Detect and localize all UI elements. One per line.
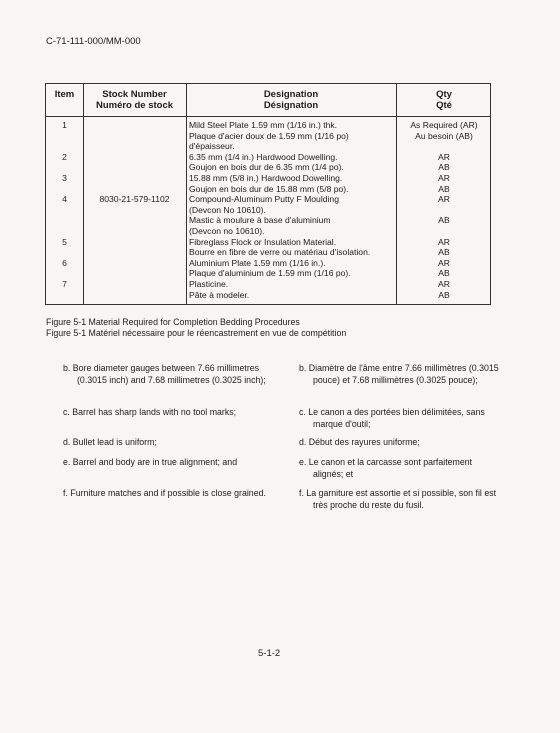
designation-cell: Bourre en fibre de verre ou matériau d'isolation.: [189, 247, 371, 258]
table-body: [46, 120, 490, 300]
header-qty: Qty Qté: [436, 89, 452, 111]
item-cell: 7: [62, 278, 67, 289]
item-cell: 3: [62, 172, 67, 183]
table-row: [46, 215, 490, 226]
designation-cell: d'épaisseur.: [189, 141, 235, 152]
qty-cell: As Required (AR): [410, 120, 478, 130]
table-row: [46, 152, 490, 163]
qty-cell: AR: [438, 151, 450, 162]
table-row: [46, 162, 490, 173]
item-cell: 5: [62, 236, 67, 247]
designation-cell: Plaque d'acier doux de 1.59 mm (1/16 po): [189, 130, 349, 141]
qty-cell: AR: [438, 172, 450, 183]
list-item-fr: c. Le canon a des portées bien délimitées, sans marque d'outil;: [299, 407, 485, 429]
list-item-en: e. Barrel and body are in true alignment; and: [63, 457, 238, 467]
table-row: [46, 247, 490, 258]
list-item-fr: f. La garniture est assortie et si possible, son fil est très proche du reste du fusil.: [299, 488, 497, 510]
table-row: [46, 258, 490, 269]
table-row: [46, 226, 490, 237]
list-item-en: c. Barrel has sharp lands with no tool marks;: [63, 407, 237, 417]
designation-cell: Goujon en bois dur de 15.88 mm (5/8 po).: [189, 183, 349, 194]
table-row: [46, 194, 490, 205]
item-cell: 1: [62, 120, 67, 130]
designation-cell: Compound-Aluminum Putty F Moulding: [189, 194, 339, 205]
list-item-fr: d. Début des rayures uniforme;: [299, 437, 420, 447]
designation-cell: Goujon en bois dur de 6.35 mm (1/4 po).: [189, 162, 344, 173]
table-row: [46, 268, 490, 279]
designation-cell: Pâte à modeler.: [189, 289, 250, 300]
table-row: [46, 290, 490, 301]
list-item-fr: e. Le canon et la carcasse sont parfaitement alignés; et: [299, 457, 473, 479]
list-item-fr: b. Diamètre de l'âme entre 7.66 millimètres (0.3015 pouce) et 7.68 millimètres (0.3025 pouce);: [299, 363, 499, 385]
document-id: C-71-111-000/MM-000: [46, 36, 141, 47]
table-row: [46, 131, 490, 142]
table-row: [46, 173, 490, 184]
item-cell: 4: [62, 194, 67, 205]
item-cell: 6: [62, 257, 67, 268]
qty-cell: AB: [438, 289, 450, 300]
designation-cell: 6.35 mm (1/4 in.) Hardwood Dowelling.: [189, 151, 338, 162]
qty-cell: AB: [438, 162, 450, 173]
stock-number-cell: 8030-21-579-1102: [99, 194, 170, 205]
table-row: [46, 279, 490, 290]
figure-caption-en: Figure 5-1 Material Required for Completion Bedding Procedures: [46, 317, 300, 327]
designation-cell: (Devcon no 10610).: [189, 225, 265, 236]
table-row: [46, 205, 490, 216]
qty-cell: AR: [438, 278, 450, 289]
page-number: 5-1-2: [258, 648, 281, 659]
table-row: [46, 141, 490, 152]
qty-cell: AR: [438, 236, 450, 247]
designation-cell: Mastic à moulure à base d'aluminium: [189, 215, 331, 226]
qty-cell: AB: [438, 247, 450, 258]
designation-cell: (Devcon No 10610).: [189, 204, 266, 215]
header-item: Item: [54, 89, 75, 100]
qty-cell: AR: [438, 194, 450, 205]
header-stock-number: Stock Number Numéro de stock: [95, 89, 174, 111]
designation-cell: Aluminium Plate 1.59 mm (1/16 in.).: [189, 257, 326, 268]
designation-cell: 15.88 mm (5/8 in.) Hardwood Dowelling.: [189, 172, 343, 183]
table-row: [46, 237, 490, 248]
item-cell: 2: [62, 151, 67, 162]
designation-cell: Plaque d'aluminium de 1.59 mm (1/16 po).: [189, 268, 351, 279]
figure-caption-fr: Figure 5-1 Matériel nécessaire pour le réencastrement en vue de compétition: [46, 328, 347, 338]
qty-cell: AR: [438, 257, 450, 268]
list-item-en: f. Furniture matches and if possible is close grained.: [63, 488, 266, 498]
table-row: [46, 184, 490, 195]
designation-cell: Fibreglass Flock or Insulation Material.: [189, 236, 337, 247]
designation-cell: Plasticine.: [189, 278, 229, 289]
list-item-en: b. Bore diameter gauges between 7.66 millimetres (0.3015 inch) and 7.68 millimetres (0.3025 inch);: [63, 363, 266, 385]
materials-table: [45, 83, 491, 305]
qty-cell: AB: [438, 183, 450, 194]
qty-cell: Au besoin (AB): [415, 130, 473, 141]
header-designation: Designation Désignation: [263, 89, 319, 111]
designation-cell: Mild Steel Plate 1.59 mm (1/16 in.) thk.: [189, 120, 338, 130]
qty-cell: AB: [438, 215, 450, 226]
table-row: [46, 120, 490, 131]
qty-cell: AB: [438, 268, 450, 279]
list-item-en: d. Bullet lead is uniform;: [63, 437, 157, 447]
